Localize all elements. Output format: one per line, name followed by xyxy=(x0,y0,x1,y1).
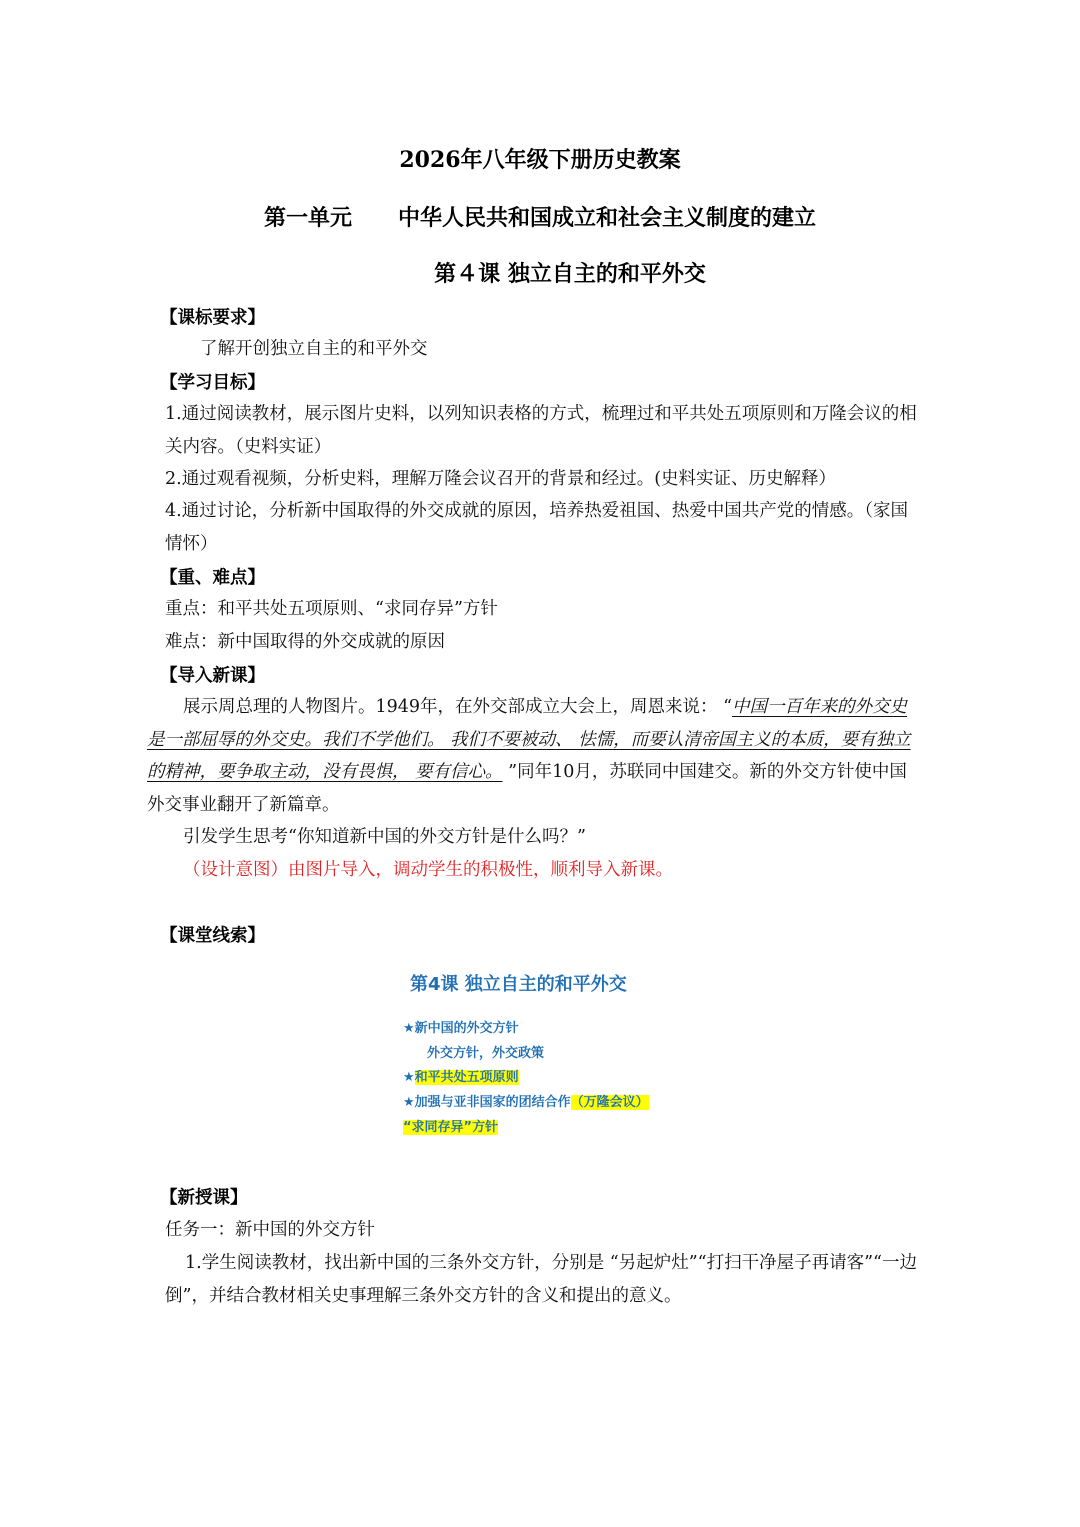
figure-title: 第4课 独立自主的和平外交 xyxy=(410,974,627,995)
difficult-point: 难点：新中国取得的外交成就的原因 xyxy=(165,632,445,652)
goals-heading: 【学习目标】 xyxy=(160,373,265,393)
lesson-title: 第４课 独立自主的和平外交 xyxy=(434,261,706,287)
task-one-text: 1.学生阅读教材，找出新中国的三条外交方针，分别是 “另起炉灶”“打扫干净屋子再请客”“一边倒”，并结合教材相关史事理解三条外交方针的含义和提出的意义。 xyxy=(165,1253,917,1306)
design-intent: （设计意图）由图片导入，调动学生的积极性，顺利导入新课。 xyxy=(183,860,673,880)
figure-solidarity: ★加强与亚非国家的团结合作 xyxy=(403,1095,571,1110)
figure-line-5 xyxy=(403,1116,498,1135)
figure-line-3 xyxy=(403,1066,519,1085)
figure-five-principles: 和平共处五项原则 xyxy=(414,1070,519,1085)
intro-text-after: ”同年10月，苏联同中国建交。新的外交方针使中国外交事业翻开了新篇章。 xyxy=(147,762,907,815)
new-lesson-heading: 【新授课】 xyxy=(160,1188,248,1208)
lesson-outline-figure xyxy=(395,965,695,1145)
figure-star: ★ xyxy=(403,1070,415,1085)
intro-paragraph xyxy=(147,691,919,821)
zhou-quote: 中国一百年来的外交史是一部屈辱的外交史。我们不学他们。 我们不要被动、 怯懦，而要认清帝国主义的本质，要有独立的精神，要争取主动，没有畏惧， 要有信心。 xyxy=(147,697,911,782)
figure-line-4 xyxy=(403,1091,649,1110)
key-point: 重点：和平共处五项原则、“求同存异”方针 xyxy=(165,599,498,619)
task-one: 任务一：新中国的外交方针 xyxy=(165,1220,375,1240)
intro-heading: 【导入新课】 xyxy=(160,666,265,686)
intro-text-before: 展示周总理的人物图片。1949年，在外交部成立大会上，周恩来说： “ xyxy=(183,697,733,717)
goal-item-2: 2.通过观看视频，分析史料，理解万隆会议召开的背景和经过。(史料实证、历史解释） xyxy=(165,469,837,489)
goal-item-3: 4.通过讨论，分析新中国取得的外交成就的原因，培养热爱祖国、热爱中国共产党的情感。（家国情怀） xyxy=(165,501,908,554)
clues-heading: 【课堂线索】 xyxy=(160,926,265,946)
figure-line-1: ★新中国的外交方针 xyxy=(403,1021,519,1036)
intro-question: 引发学生思考“你知道新中国的外交方针是什么吗？” xyxy=(183,827,586,847)
figure-seek-common-ground: “求同存异”方针 xyxy=(403,1120,499,1135)
standard-text: 了解开创独立自主的和平外交 xyxy=(200,339,428,359)
figure-line-2: 外交方针，外交政策 xyxy=(427,1046,545,1061)
doc-title: 2026年八年级下册历史教案 xyxy=(399,147,681,173)
unit-title: 第一单元 中华人民共和国成立和社会主义制度的建立 xyxy=(264,205,816,231)
standard-heading: 【课标要求】 xyxy=(160,308,265,328)
goal-item-1: 1.通过阅读教材，展示图片史料，以列知识表格的方式，梳理过和平共处五项原则和万隆会议的相关内容。（史料实证） xyxy=(165,404,917,457)
figure-bandung: （万隆会议） xyxy=(570,1095,649,1110)
keypoints-heading: 【重、难点】 xyxy=(160,568,265,588)
